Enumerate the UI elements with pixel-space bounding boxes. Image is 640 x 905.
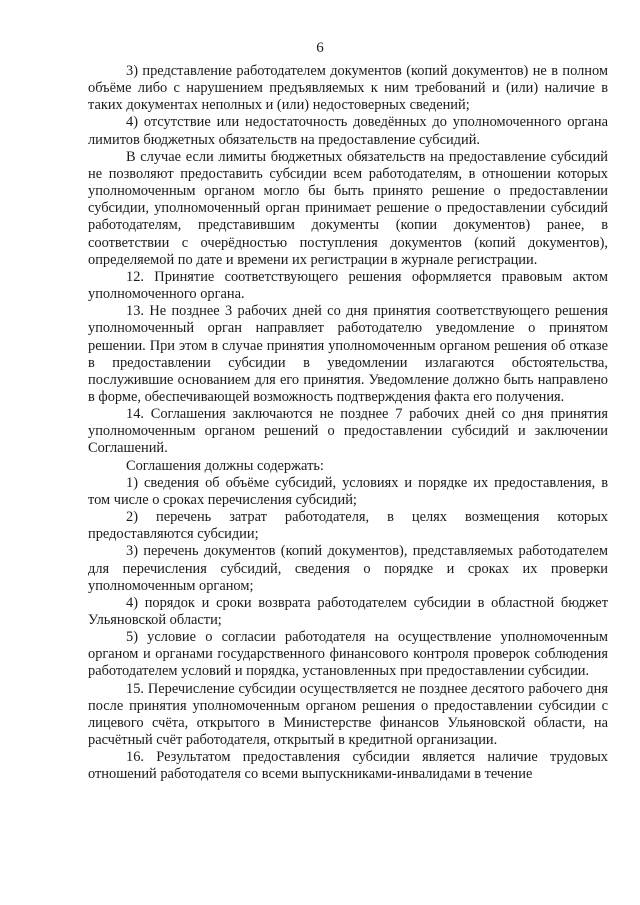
paragraph-agreement-item-1: 1) сведения об объёме субсидий, условиях и порядке их предоставления, в том числе о сроках перечисления субсидий; <box>88 474 608 508</box>
paragraph-13: 13. Не позднее 3 рабочих дней со дня принятия соответствующего решения уполномоченный орган направляет работодателю уведомление о принятом решении. При этом в случае принятия уполномоченным органом решения об отказе в предоставлении субсидии в уведомлении излагаются обстоятельства, послужившие основанием для его принятия. Уведомление должно быть направлено в форме, обеспечивающей возможность подтверждения факта его получения. <box>88 303 608 405</box>
document-body <box>88 63 608 784</box>
paragraph-15: 15. Перечисление субсидии осуществляется не позднее десятого рабочего дня после принятия уполномоченным органом решения о предоставлении субсидии с лицевого счёта, открытого в Министерстве финансов Ульяновской области, на расчётный счёт работодателя, открытый в кредитной организации. <box>88 680 608 749</box>
paragraph-16: 16. Результатом предоставления субсидии является наличие трудовых отношений работодателя со всеми выпускниками-инвалидами в течение <box>88 749 608 783</box>
paragraph-agreement-item-2: 2) перечень затрат работодателя, в целях возмещения которых предоставляются субсидии; <box>88 509 608 543</box>
paragraph-budget-limits: В случае если лимиты бюджетных обязательств на предоставление субсидий не позволяют предоставить субсидии всем работодателям, в отношении которых уполномоченным органом могло бы быть принято решение о предоставлении субсидии, уполномоченный орган принимает решение о предоставлении субсидий работодателям, представившим документы (копии документов) ранее, в соответствии с очерёдностью поступления документов (копий документов), определяемой по дате и времени их регистрации в журнале регистрации. <box>88 148 608 268</box>
paragraph-denial-reason-3: 3) представление работодателем документов (копий документов) не в полном объёме либо с нарушением предъявляемых к ним требований и (или) наличие в таких документах неполных и (или) недостоверных сведений; <box>88 63 608 114</box>
paragraph-agreement-item-3: 3) перечень документов (копий документов), представляемых работодателем для перечисления субсидий, сведения о порядке и сроках их проверки уполномоченным органом; <box>88 543 608 594</box>
paragraph-agreement-item-5: 5) условие о согласии работодателя на осуществление уполномоченным органом и органами государственного финансового контроля проверок соблюдения работодателем условий и порядка, установленных при предоставлении субсидии. <box>88 629 608 680</box>
paragraph-agreement-item-4: 4) порядок и сроки возврата работодателем субсидии в областной бюджет Ульяновской области; <box>88 594 608 628</box>
paragraph-denial-reason-4: 4) отсутствие или недостаточность доведённых до уполномоченного органа лимитов бюджетных обязательств на предоставление субсидий. <box>88 114 608 148</box>
page-number: 6 <box>316 40 324 56</box>
paragraph-14: 14. Соглашения заключаются не позднее 7 рабочих дней со дня принятия уполномоченным органом решений о предоставлении субсидий и заключении Соглашений. <box>88 406 608 457</box>
paragraph-12: 12. Принятие соответствующего решения оформляется правовым актом уполномоченного органа. <box>88 268 608 303</box>
paragraph-agreements-contents: Соглашения должны содержать: <box>126 457 324 474</box>
